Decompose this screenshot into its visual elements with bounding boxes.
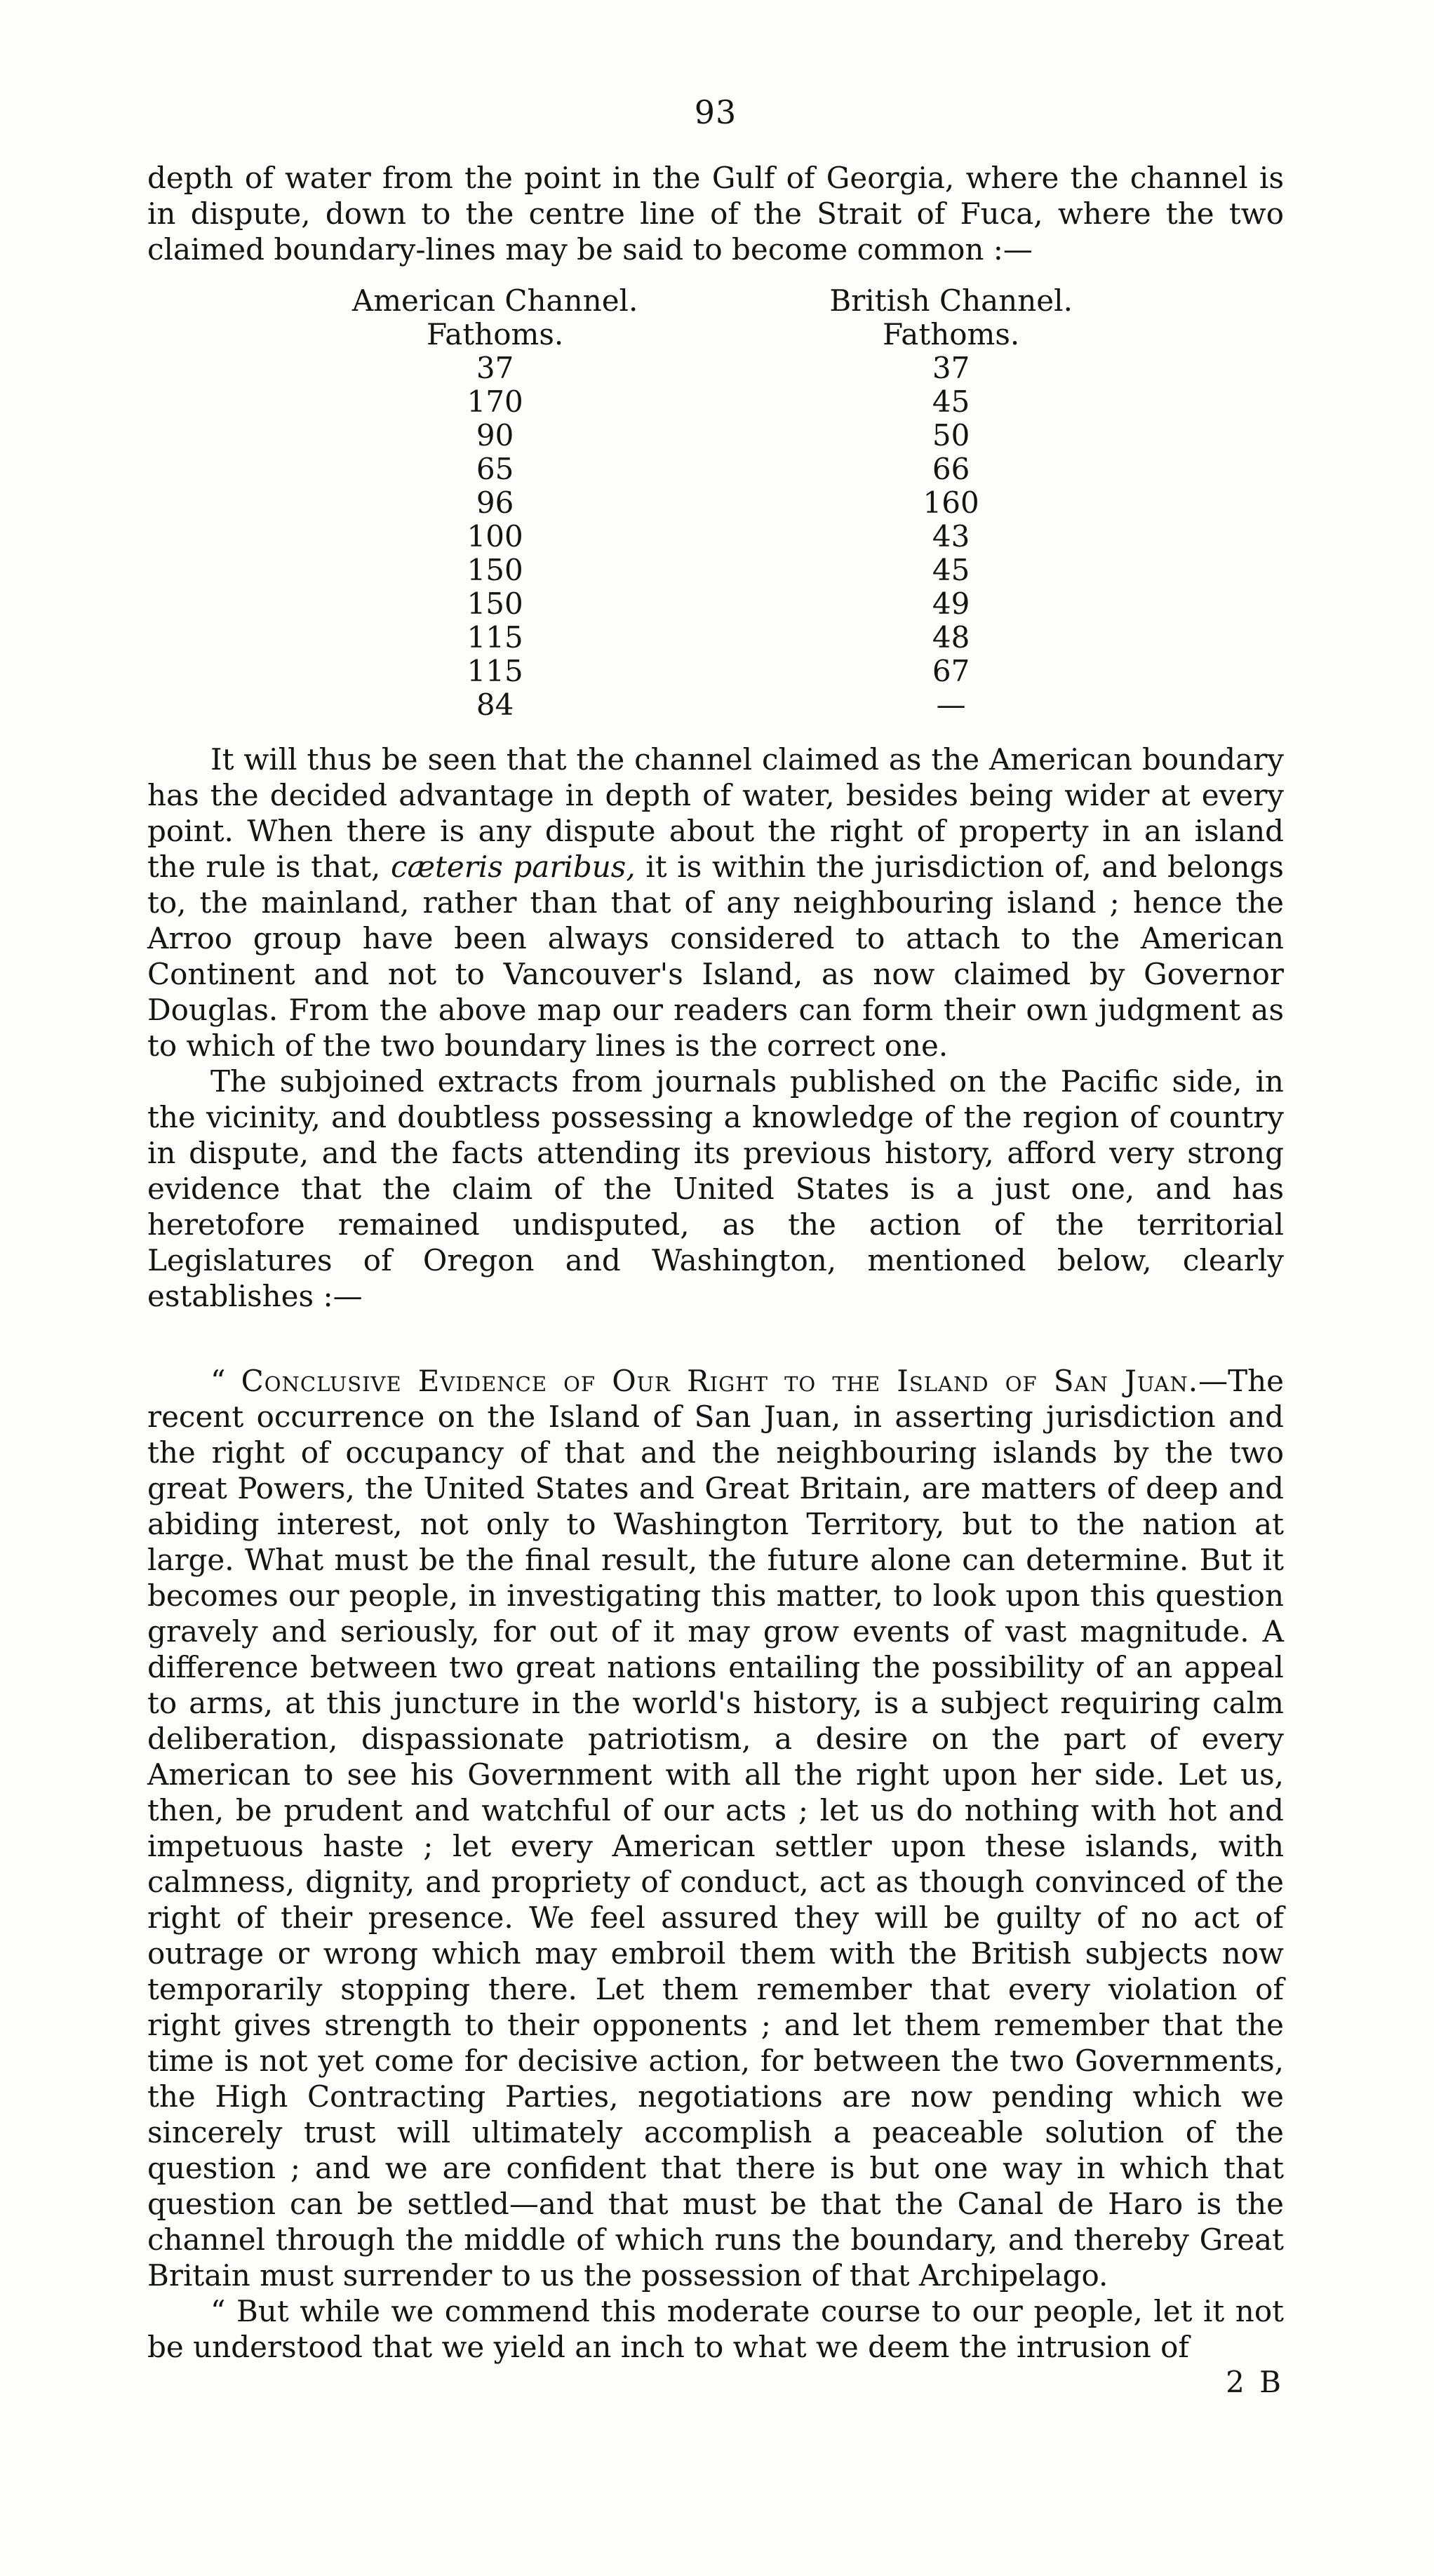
american-depth-cell: 150: [467, 553, 523, 587]
british-depth-cell: 49: [932, 586, 970, 621]
extracts-intro-paragraph: The subjoined extracts from journals published on the Pacific side, in the vicinity, and doubtless possessing a knowledge of the region of country in dispute, and the facts attending its previous history, afford very strong evidence that the claim of the United States is a just one, and has heretofore remained undisputed, as the action of the territorial Legislatures of Oregon and Washington, mentioned below, clearly establishes :—: [147, 1064, 1284, 1313]
header-british-channel: British Channel.: [829, 283, 1073, 318]
opening-quote-mark: “: [210, 1364, 241, 1398]
british-depth-cell: —: [936, 687, 966, 722]
table-row: [147, 419, 1284, 452]
subheader-american-fathoms: Fathoms.: [426, 317, 564, 351]
american-depth-cell: 115: [467, 654, 523, 688]
american-depth-cell: 84: [476, 687, 514, 722]
american-depth-cell: 150: [467, 586, 523, 621]
british-depth-cell: 67: [932, 654, 970, 688]
quoted-continuation-paragraph: “ But while we commend this moderate course to our people, let it not be understood that we yield an inch to what we deem the intrusion of: [147, 2294, 1284, 2364]
american-depth-cell: 115: [467, 620, 523, 655]
article-heading: Conclusive Evidence of Our Right to the Island of San Juan.: [241, 1364, 1199, 1398]
british-depth-cell: 37: [932, 351, 970, 385]
header-american-channel: American Channel.: [351, 283, 638, 318]
american-depth-cell: 37: [476, 351, 514, 385]
table-row: [147, 351, 1284, 385]
british-depth-cell: 50: [932, 418, 970, 452]
table-row: [147, 486, 1284, 520]
british-depth-cell: 45: [932, 553, 970, 587]
analysis-paragraph: [147, 742, 1284, 1064]
table-row: [147, 520, 1284, 554]
table-subheader-row: [147, 318, 1284, 351]
american-depth-cell: 100: [467, 519, 523, 554]
channel-depth-table: [147, 284, 1284, 722]
table-row: [147, 621, 1284, 655]
british-depth-cell: 48: [932, 620, 970, 655]
page-content: [147, 91, 1284, 2399]
quoted-article-paragraph: [147, 1363, 1284, 2293]
american-depth-cell: 96: [476, 485, 514, 520]
analysis-text-end: it is within the jurisdiction of, and belongs to, the mainland, rather than that of any neighbouring island ; hence the Arroo group have been always considered to attach to the American Continent and not to Vancouver's Island, as now claimed by Governor Douglas. From the above map our readers can form their own judgment as to which of the two boundary lines is the correct one.: [147, 850, 1284, 1063]
table-row: [147, 688, 1284, 722]
table-header-row: [147, 284, 1284, 318]
subheader-british-fathoms: Fathoms.: [882, 317, 1020, 351]
american-depth-cell: 170: [467, 384, 523, 419]
american-depth-cell: 90: [476, 418, 514, 452]
british-depth-cell: 45: [932, 384, 970, 419]
signature-mark: 2 B: [1226, 2365, 1284, 2399]
british-depth-cell: 160: [923, 485, 979, 520]
intro-paragraph: depth of water from the point in the Gulf of Georgia, where the channel is in dispute, down to the centre line of the Strait of Fuca, where the two claimed boundary-lines may be said to become common :—: [147, 161, 1284, 267]
table-row: [147, 452, 1284, 486]
british-depth-cell: 43: [932, 519, 970, 554]
table-row: [147, 554, 1284, 587]
american-depth-cell: 65: [476, 452, 514, 486]
page-number: 93: [694, 93, 737, 131]
table-row: [147, 587, 1284, 621]
table-row: [147, 655, 1284, 688]
article-body: —The recent occurrence on the Island of San Juan, in asserting jurisdiction and the right of occupancy of that and the neighbouring islands by the two great Powers, the United States and Great Britain, are matters of deep and abiding interest, not only to Washington Territory, but to the nation at large. What must be the final result, the future alone can determine. But it becomes our people, in investigating this matter, to look upon this question gravely and seriously, for out of it may grow events of vast magnitude. A difference between two great nations entailing the possibility of an appeal to arms, at this juncture in the world's history, is a subject requiring calm deliberation, dispassionate patriotism, a desire on the part of every American to see his Government with all the right upon her side. Let us, then, be prudent and watchful of our acts ; let us do nothing with hot and impetuous haste ; let every American settler upon these islands, with calmness, dignity, and propriety of conduct, act as though convinced of the right of their presence. We feel assured they will be guilty of no act of outrage or wrong which may embroil them with the British subjects now temporarily stopping there. Let them remember that every violation of right gives strength to their opponents ; and let them remember that the time is not yet come for decisive action, for between the two Governments, the High Contracting Parties, negotiations are now pending which we sincerely trust will ultimately accomplish a peaceable solution of the question ; and we are confident that there is but one way in which that question can be settled—and that must be that the Canal de Haro is the channel through the middle of which runs the boundary, and thereby Great Britain must surrender to us the possession of that Archipelago.: [147, 1364, 1284, 2293]
latin-phrase: cæteris paribus,: [390, 850, 636, 884]
table-row: [147, 385, 1284, 419]
british-depth-cell: 66: [932, 452, 970, 486]
analysis-text-start: It will thus be seen that the channel claimed as the American boundary has the decided advantage in depth of water, besides being wider at every point. When there is any dispute about the right of property in an island the rule is that,: [147, 742, 1284, 884]
